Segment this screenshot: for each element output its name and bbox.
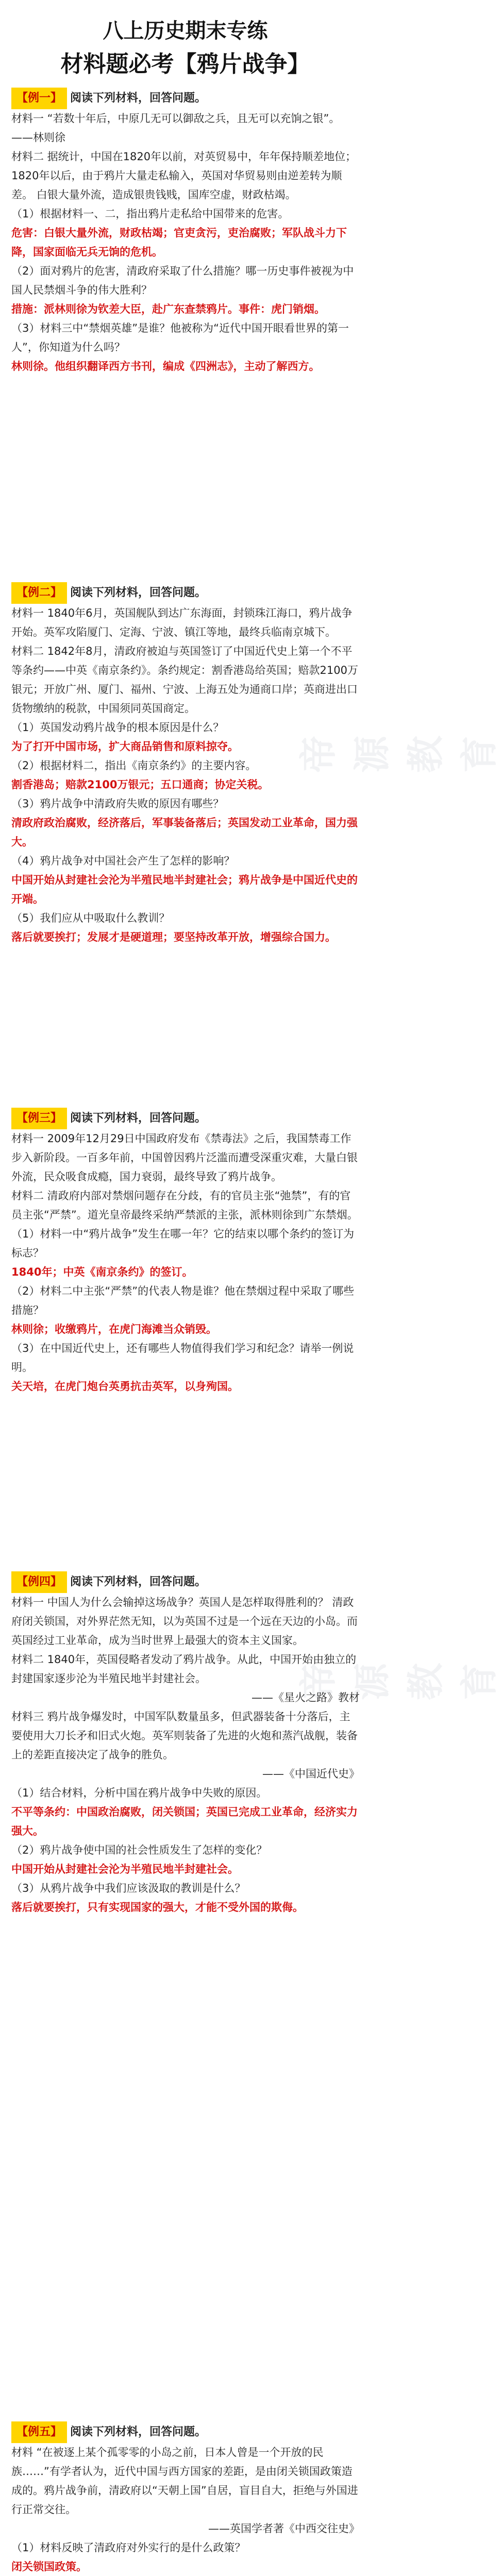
answer-1: 1840年；中英《南京条约》的签订。: [11, 1266, 193, 1278]
question-1: （1）材料一中“鸦片战争”发生在哪一年？它的结束以哪个条约的签订为标志？: [11, 1228, 355, 1259]
question-1: （1）英国发动鸦片战争的根本原因是什么？: [11, 721, 224, 734]
example-2: [11, 582, 360, 947]
material-1: 材料 “在被逐上某个孤零零的小岛之前，日本人曾是一个开放的民族……”有学者认为，近代中国与西方国家的差距，是由闭关锁国政策造成的。鸦片战争前，清政府以“天朝上国”自居，盲目自大，拒绝与外国进行正常交往。: [11, 2446, 358, 2516]
watermark: 帝源教育: [297, 725, 501, 773]
answer-4: 中国开始从封建社会沦为半殖民地半封建社会；鸦片战争是中国近代史的开端。: [11, 874, 358, 905]
question-1: （1）根据材料一、二，指出鸦片走私给中国带来的危害。: [11, 208, 289, 220]
example-4-label: 【例四】: [11, 1571, 67, 1593]
example-1-label: 【例一】: [11, 88, 67, 109]
question-1: （1）结合材料，分析中国在鸦片战争中失败的原因。: [11, 1787, 267, 1799]
material-3: 材料三 鸦片战争爆发时，中国军队数量虽多，但武器装备十分落后，主要使用大刀长矛和旧式火炮。英军则装备了先进的火炮和蒸汽战舰，装备上的差距直接决定了战争的胜负。: [11, 1710, 358, 1761]
material-2: 材料二 据统计，中国在1820年以前，对英贸易中，年年保持顺差地位；1820年以后，由于鸦片大量走私输入，英国对华贸易则由逆差转为顺差。 白银大量外流，造成银贵钱贱，国库空虚，财政枯竭。: [11, 150, 357, 201]
page-title-line1: 八上历史期末专练: [103, 19, 268, 43]
material-1: 材料一 1840年6月，英国舰队到达广东海面，封锁珠江海口，鸦片战争开始。英军攻陷厦门、定海、宁波、镇江等地，最终兵临南京城下。: [11, 607, 353, 638]
example-2-label: 【例二】: [11, 582, 67, 604]
question-3: （3）在中国近代史上，还有哪些人物值得我们学习和纪念？请举一例说明。: [11, 1342, 354, 1374]
example-3-label: 【例三】: [11, 1108, 67, 1129]
answer-3: 落后就要挨打，只有实现国家的强大，才能不受外国的欺侮。: [11, 1901, 304, 1913]
question-4: （4）鸦片战争对中国社会产生了怎样的影响？: [11, 855, 235, 867]
answer-2: 林则徐；收缴鸦片，在虎门海滩当众销毁。: [11, 1323, 217, 1335]
question-5: （5）我们应从中吸取什么教训？: [11, 912, 170, 924]
example-2-head: 【例二】 阅读下列材料，回答问题。: [11, 582, 360, 604]
example-5: [11, 2421, 360, 2576]
question-2: （2）鸦片战争使中国的社会性质发生了怎样的变化？: [11, 1844, 267, 1856]
material-2: 材料二 1840年，英国侵略者发动了鸦片战争。从此，中国开始由独立的封建国家逐步沦为半殖民地半封建社会。: [11, 1653, 357, 1685]
answer-1: 危害：白银大量外流，财政枯竭；官吏贪污，吏治腐败；军队战斗力下降，国家面临无兵无饷的危机。: [11, 227, 347, 258]
example-3: [11, 1108, 360, 1396]
answer-2: 割香港岛；赔款2100万银元；五口通商；协定关税。: [11, 778, 269, 791]
example-4: [11, 1571, 360, 1917]
example-3-head: 【例三】 阅读下列材料，回答问题。: [11, 1108, 360, 1129]
question-2: （2）根据材料二，指出《南京条约》的主要内容。: [11, 759, 257, 772]
answer-1: 不平等条约：中国政治腐败，闭关锁国；英国已完成工业革命，经济实力强大。: [11, 1806, 358, 1837]
answer-5: 落后就要挨打；发展才是硬道理；要坚持改革开放，增强综合国力。: [11, 931, 336, 943]
answer-1: 闭关锁国政策。: [11, 2561, 87, 2573]
question-3: （3）鸦片战争中清政府失败的原因有哪些？: [11, 798, 224, 810]
question-2: （2）材料二中主张“严禁”的代表人物是谁？他在禁烟过程中采取了哪些措施？: [11, 1285, 355, 1316]
question-3: （3）从鸦片战争中我们应该汲取的教训是什么？: [11, 1882, 246, 1894]
watermark: 帝源教育: [297, 1652, 501, 1700]
question-1: （1）材料反映了清政府对外实行的是什么政策？: [11, 2541, 246, 2554]
answer-3: 林则徐。他组织翻译西方书刊，编成《四洲志》，主动了解西方。: [11, 360, 320, 372]
example-1: [11, 88, 360, 376]
question-2: （2）面对鸦片的危害，清政府采取了什么措施？哪一历史事件被视为中国人民禁烟斗争的伟大胜利？: [11, 265, 354, 296]
source-1: ——英国学者著《中西交往史》: [208, 2522, 360, 2535]
source-1: ——《星火之路》教材: [252, 1691, 360, 1704]
material-2: 材料二 1842年8月，清政府被迫与英国签订了中国近代史上第一个不平等条约——中英《南京条约》。条约规定：割香港岛给英国；赔款2100万银元；开放广州、厦门、福州、宁波、上海五处为通商口岸；英商进出口货物缴纳的税款，中国须同英国商定。: [11, 645, 358, 715]
page-title-line2: 材料题必考【鸦片战争】: [60, 51, 310, 77]
material-1: 材料一 “若数十年后，中原几无可以御敌之兵，且无可以充饷之银”。 ——林则徐: [11, 112, 340, 144]
example-5-head: 【例五】 阅读下列材料，回答问题。: [11, 2421, 360, 2443]
answer-2: 中国开始从封建社会沦为半殖民地半封建社会。: [11, 1863, 239, 1875]
example-4-head: 【例四】 阅读下列材料，回答问题。: [11, 1571, 360, 1593]
question-3: （3）材料三中“禁烟英雄”是谁？他被称为“近代中国开眼看世界的第一人”，你知道为什么吗？: [11, 322, 349, 353]
material-1: 材料一 中国人为什么会输掉这场战争？英国人是怎样取得胜利的？ 清政府闭关锁国，对外界茫然无知，以为英国不过是一个远在天边的小岛。而英国经过工业革命，成为当时世界上最强大的资本主义国家。: [11, 1596, 358, 1647]
example-5-label: 【例五】: [11, 2421, 67, 2443]
answer-3: 关天培，在虎门炮台英勇抗击英军，以身殉国。: [11, 1380, 239, 1393]
answer-2: 措施：派林则徐为钦差大臣，赴广东查禁鸦片。事件：虎门销烟。: [11, 303, 325, 315]
material-1: 材料一 2009年12月29日中国政府发布《禁毒法》之后，我国禁毒工作步入新阶段。一百多年前，中国曾因鸦片泛滥而遭受深重灾难，大量白银外流，民众吸食成瘾，国力衰弱，最终导致了鸦片战争。: [11, 1132, 358, 1183]
material-2: 材料二 清政府内部对禁烟问题存在分歧，有的官员主张“弛禁”，有的官员主张“严禁”。道光皇帝最终采纳严禁派的主张，派林则徐到广东禁烟。: [11, 1190, 358, 1221]
source-2: ——《中国近代史》: [262, 1768, 360, 1780]
answer-3: 清政府政治腐败，经济落后，军事装备落后；英国发动工业革命，国力强大。: [11, 817, 358, 848]
answer-1: 为了打开中国市场，扩大商品销售和原料掠夺。: [11, 740, 239, 753]
example-1-head: 【例一】 阅读下列材料，回答问题。: [11, 88, 360, 109]
